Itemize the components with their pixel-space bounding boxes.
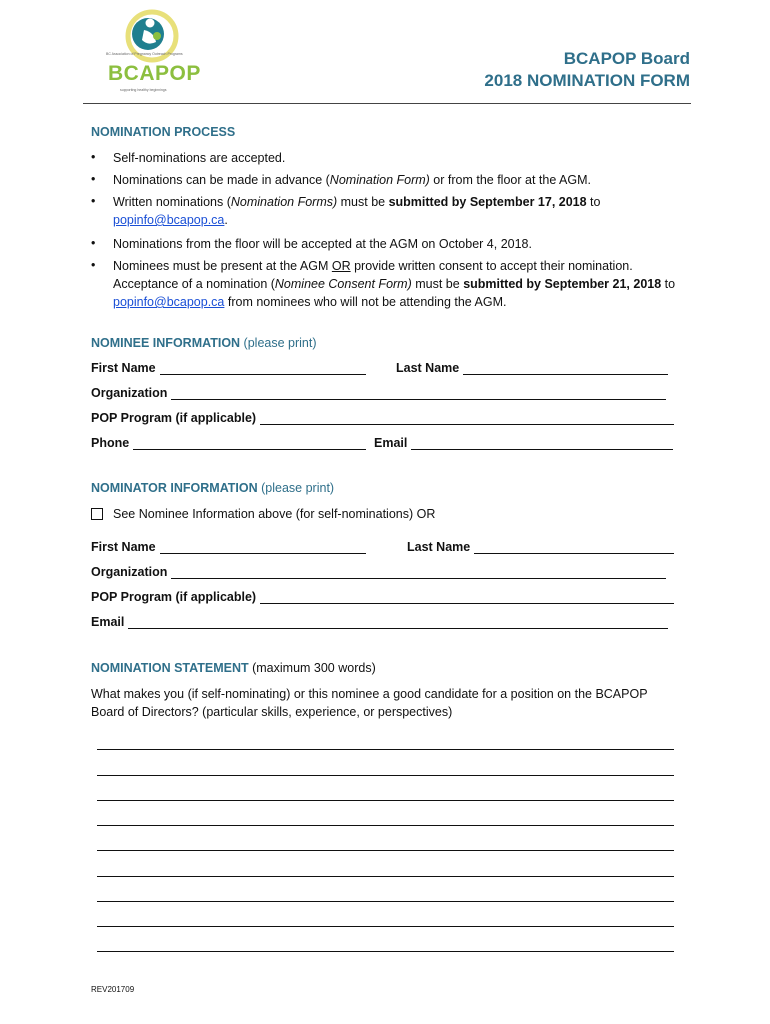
nominator-first-name-field[interactable] <box>91 540 366 554</box>
nominee-first-name-field[interactable] <box>91 361 366 375</box>
text-segment: must be <box>337 195 389 209</box>
heading-note: (please print) <box>257 481 335 495</box>
text-segment: from nominees who will not be attending the AGM. <box>224 295 507 309</box>
process-item-present-line3 <box>113 293 506 311</box>
statement-answer-line[interactable] <box>97 749 674 750</box>
bullet-icon: • <box>91 258 96 272</box>
blank-line[interactable] <box>160 361 366 375</box>
text-segment: . <box>224 213 228 227</box>
header-divider <box>83 103 691 104</box>
nominee-last-name-field[interactable] <box>396 361 668 375</box>
text-segment: must be <box>411 277 464 291</box>
bullet-icon: • <box>91 194 96 208</box>
process-item-written <box>113 193 600 211</box>
nomination-process-heading: NOMINATION PROCESS <box>91 125 236 139</box>
logo-tagline: BC Association of Pregnancy Outreach Programs <box>106 52 183 56</box>
text-segment: provide written consent to accept their nomination. <box>350 259 633 273</box>
statement-answer-line[interactable] <box>97 800 674 801</box>
field-label: Phone <box>91 436 130 450</box>
statement-answer-line[interactable] <box>97 825 674 826</box>
email-link[interactable]: popinfo@bcapop.ca <box>113 295 225 309</box>
field-label: Last Name <box>396 361 460 375</box>
blank-line[interactable] <box>260 411 674 425</box>
process-item-floor: Nominations from the floor will be accepted at the AGM on October 4, 2018. <box>113 237 532 251</box>
blank-line[interactable] <box>133 436 366 450</box>
blank-line[interactable] <box>463 361 668 375</box>
nominee-email-field[interactable] <box>374 436 673 450</box>
text-segment: or from the floor at the AGM. <box>429 173 592 187</box>
text-segment: to <box>586 195 601 209</box>
blank-line[interactable] <box>128 615 668 629</box>
statement-answer-line[interactable] <box>97 876 674 877</box>
heading-text: NOMINATION STATEMENT <box>91 661 249 675</box>
statement-answer-line[interactable] <box>97 775 674 776</box>
statement-question-line1: What makes you (if self-nominating) or this nominee a good candidate for a position on the BCAPOP <box>91 687 648 701</box>
blank-line[interactable] <box>260 590 674 604</box>
field-label: Organization <box>91 386 168 400</box>
blank-line[interactable] <box>171 565 666 579</box>
blank-line[interactable] <box>411 436 673 450</box>
statement-question-line2: Board of Directors? (particular skills, experience, or perspectives) <box>91 705 453 719</box>
heading-text: NOMINATOR INFORMATION <box>91 481 258 495</box>
logo-subline: supporting healthy beginnings <box>120 88 167 92</box>
nominator-pop-program-field[interactable] <box>91 590 674 604</box>
process-item-written-line2 <box>113 211 228 229</box>
text-segment: Acceptance of a nomination ( <box>113 277 275 291</box>
heading-text: NOMINEE INFORMATION <box>91 336 241 350</box>
statement-answer-line[interactable] <box>97 926 674 927</box>
nominator-organization-field[interactable] <box>91 565 666 579</box>
blank-line[interactable] <box>160 540 366 554</box>
text-segment: OR <box>331 259 351 273</box>
process-item-self-nomination: Self-nominations are accepted. <box>113 151 286 165</box>
heading-note: (maximum 300 words) <box>248 661 376 675</box>
bullet-icon: • <box>91 236 96 250</box>
text-segment: Nominee Consent Form) <box>274 277 412 291</box>
logo-wordmark: BCAPOP <box>108 62 201 85</box>
nominee-organization-field[interactable] <box>91 386 666 400</box>
process-item-present-line2 <box>113 275 675 293</box>
self-nomination-checkbox[interactable] <box>91 508 103 520</box>
field-label: Last Name <box>407 540 471 554</box>
text-segment: Nominees must be present at the AGM <box>113 259 332 273</box>
nomination-statement-heading <box>91 661 376 675</box>
text-segment: Nomination Forms) <box>230 195 338 209</box>
form-title-line1: BCAPOP Board <box>563 49 690 68</box>
statement-answer-line[interactable] <box>97 901 674 902</box>
text-segment: Written nominations ( <box>113 195 231 209</box>
statement-answer-line[interactable] <box>97 951 674 952</box>
text-segment: Nomination Form) <box>329 173 430 187</box>
text-segment: Nominations can be made in advance ( <box>113 173 330 187</box>
nominee-info-heading <box>91 336 317 350</box>
nominator-info-heading <box>91 481 334 495</box>
self-nomination-checkbox-label: See Nominee Information above (for self-nominations) OR <box>113 507 436 521</box>
statement-answer-line[interactable] <box>97 850 674 851</box>
email-link[interactable]: popinfo@bcapop.ca <box>113 213 225 227</box>
bullet-icon: • <box>91 172 96 186</box>
field-label: Organization <box>91 565 168 579</box>
field-label: First Name <box>91 361 156 375</box>
process-item-present <box>113 257 633 275</box>
field-label: POP Program (if applicable) <box>91 411 257 425</box>
field-label: POP Program (if applicable) <box>91 590 257 604</box>
blank-line[interactable] <box>171 386 666 400</box>
nominator-email-field[interactable] <box>91 615 668 629</box>
nominator-last-name-field[interactable] <box>407 540 674 554</box>
field-label: Email <box>374 436 408 450</box>
field-label: First Name <box>91 540 156 554</box>
blank-line[interactable] <box>474 540 674 554</box>
form-title-line2: 2018 NOMINATION FORM <box>484 71 690 90</box>
nominee-pop-program-field[interactable] <box>91 411 674 425</box>
field-label: Email <box>91 615 125 629</box>
process-item-advance <box>113 171 591 189</box>
text-segment: submitted by September 21, 2018 <box>463 277 662 291</box>
text-segment: submitted by September 17, 2018 <box>388 195 587 209</box>
text-segment: to <box>661 277 676 291</box>
bullet-icon: • <box>91 150 96 164</box>
nominee-phone-field[interactable] <box>91 436 366 450</box>
heading-note: (please print) <box>240 336 317 350</box>
revision-code: REV201709 <box>91 985 135 994</box>
